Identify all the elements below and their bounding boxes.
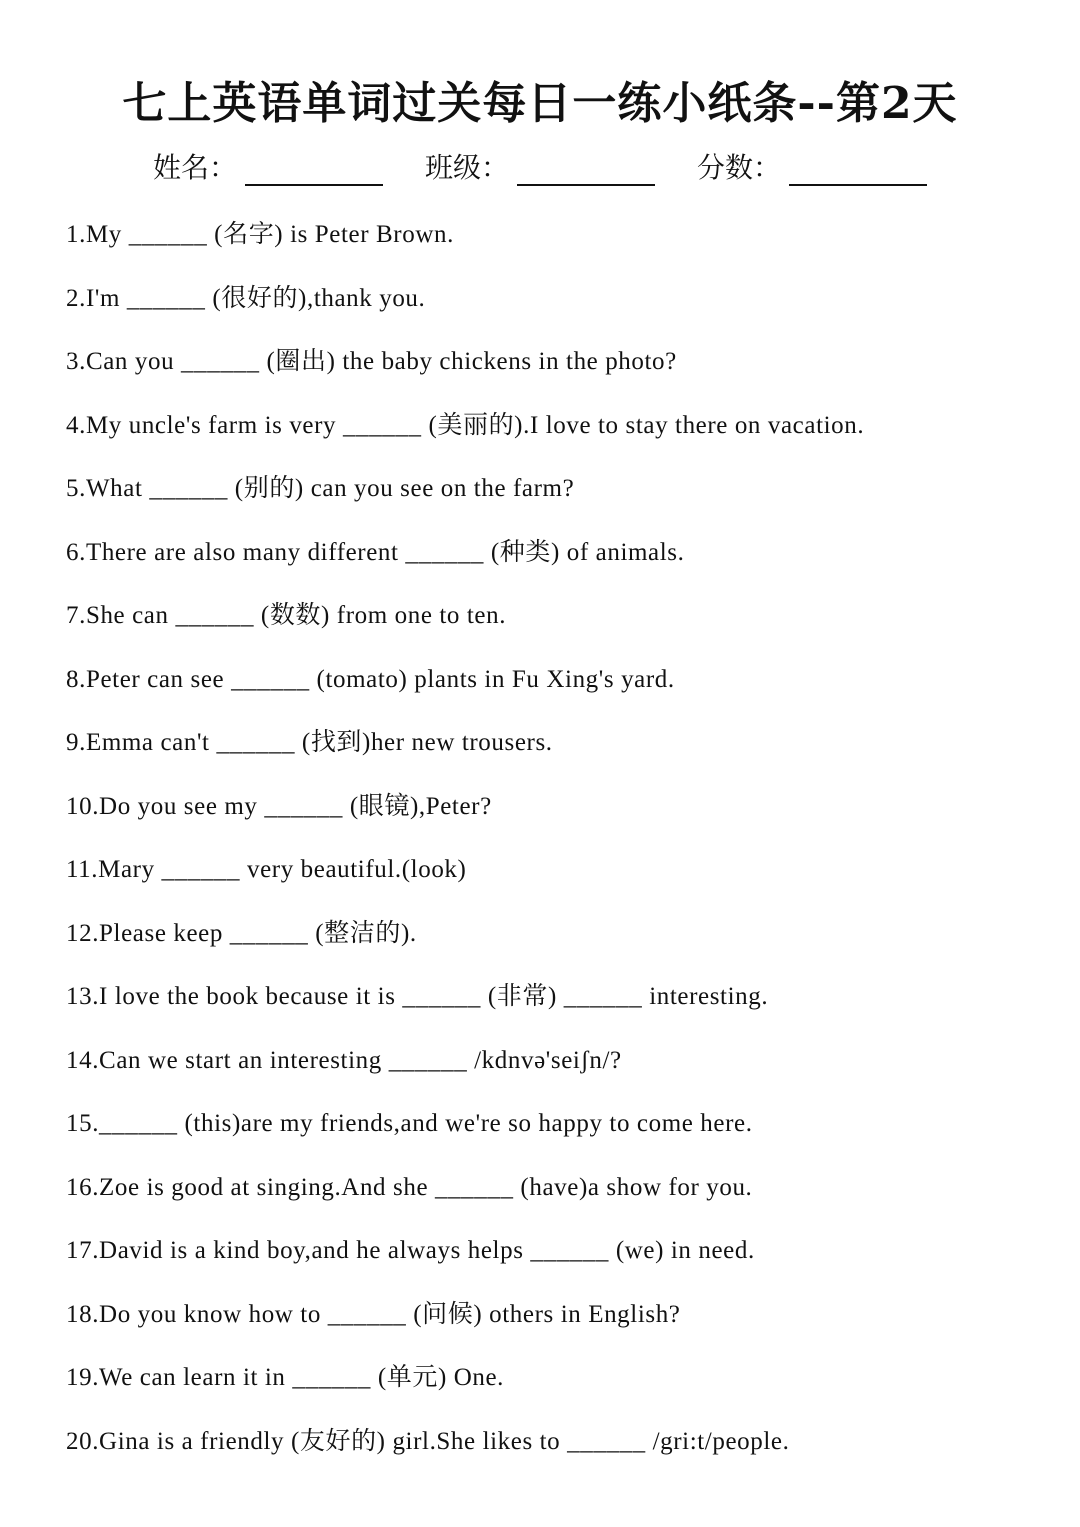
class-blank[interactable] <box>517 154 655 186</box>
question-item: 14.Can we start an interesting ______ /kdnvə'seiʃn/? <box>66 1046 622 1074</box>
name-field <box>153 146 383 190</box>
class-label: 班级： <box>424 151 509 184</box>
class-field <box>425 146 655 190</box>
score-blank[interactable] <box>789 154 927 186</box>
question-item: 16.Zoe is good at singing.And she ______ (have)a show for you. <box>66 1173 753 1201</box>
question-item: 5.What ______ (别的) can you see on the farm? <box>66 475 575 502</box>
question-item: 19.We can learn it in ______ (单元) One. <box>66 1364 505 1391</box>
student-info-row <box>0 146 1080 190</box>
question-item: 13.I love the book because it is ______ (非常) ______ interesting. <box>66 983 769 1010</box>
question-item: 18.Do you know how to ______ (问候) others in English? <box>66 1300 681 1328</box>
score-field <box>697 146 927 190</box>
question-item: 17.David is a kind boy,and he always helps ______ (we) in need. <box>66 1237 755 1264</box>
question-item: 20.Gina is a friendly (友好的) girl.She likes to ______ /gri:t/people. <box>66 1427 790 1455</box>
question-item: 3.Can you ______ (圈出) the baby chickens in the photo? <box>66 348 677 375</box>
question-item: 15.______ (this)are my friends,and we're so happy to come here. <box>66 1110 753 1137</box>
question-list <box>66 214 1056 1484</box>
question-item: 8.Peter can see ______ (tomato) plants in Fu Xing's yard. <box>66 665 675 693</box>
question-item: 4.My uncle's farm is very ______ (美丽的).I love to stay there on vacation. <box>66 411 865 439</box>
score-label: 分数： <box>697 151 782 184</box>
question-item: 11.Mary ______ very beautiful.(look) <box>66 856 467 883</box>
question-item: 10.Do you see my ______ (眼镜),Peter? <box>66 792 492 820</box>
question-item: 6.There are also many different ______ (种类) of animals. <box>66 538 685 566</box>
question-item: 9.Emma can't ______ (找到)her new trousers. <box>66 729 553 756</box>
question-item: 2.I'm ______ (很好的),thank you. <box>66 284 426 312</box>
question-item: 1.My ______ (名字) is Peter Brown. <box>66 221 454 248</box>
question-item: 12.Please keep ______ (整洁的). <box>66 919 417 947</box>
question-item: 7.She can ______ (数数) from one to ten. <box>66 602 507 629</box>
name-blank[interactable] <box>245 154 383 186</box>
name-label: 姓名： <box>152 151 237 184</box>
page-title: 七上英语单词过关每日一练小纸条--第2天 <box>122 78 958 129</box>
